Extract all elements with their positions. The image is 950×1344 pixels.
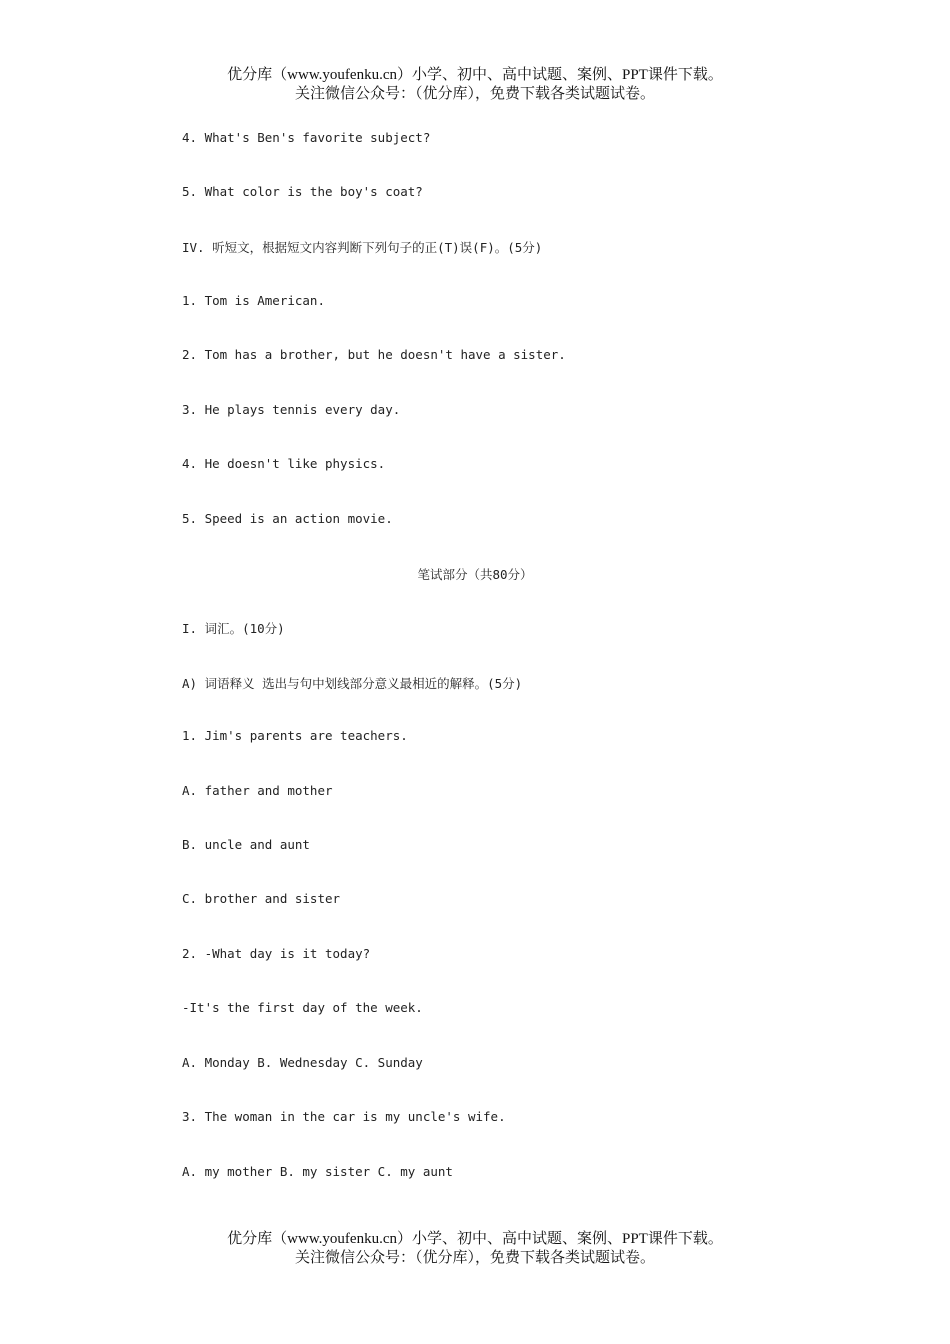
q1-option-a: A. father and mother: [182, 783, 333, 798]
statement-4: 4. He doesn't like physics.: [182, 456, 386, 471]
page-header: [0, 66, 950, 104]
vocab-question-1: 1. Jim's parents are teachers.: [182, 728, 408, 743]
statement-5: 5. Speed is an action movie.: [182, 511, 393, 526]
vocab-question-2-response: -It's the first day of the week.: [182, 1000, 423, 1015]
header-line-1: 优分库（www.youfenku.cn）小学、初中、高中试题、案例、PPT课件下载。: [227, 67, 723, 83]
section-iv-heading: IV. 听短文，根据短文内容判断下列句子的正(T)误(F)。(5分): [182, 240, 543, 255]
q2-options: A. Monday B. Wednesday C. Sunday: [182, 1055, 423, 1070]
page-footer: [0, 1230, 950, 1268]
statement-3: 3. He plays tennis every day.: [182, 402, 401, 417]
part-a-instructions: A) 词语释义 选出与句中划线部分意义最相近的解释。(5分): [182, 676, 523, 691]
q1-option-c: C. brother and sister: [182, 891, 341, 906]
vocab-question-2: 2. -What day is it today?: [182, 946, 371, 961]
written-part-title: 笔试部分（共80分）: [417, 567, 533, 582]
footer-line-2: 关注微信公众号：（优分库），免费下载各类试题试卷。: [294, 1250, 655, 1266]
header-line-2: 关注微信公众号：（优分库），免费下载各类试题试卷。: [294, 86, 655, 102]
question-5: 5. What color is the boy's coat?: [182, 184, 423, 199]
q1-option-b: B. uncle and aunt: [182, 837, 310, 852]
question-4: 4. What's Ben's favorite subject?: [182, 130, 431, 145]
statement-1: 1. Tom is American.: [182, 293, 325, 308]
vocab-question-3: 3. The woman in the car is my uncle's wife.: [182, 1109, 506, 1124]
section-i-heading: I. 词汇。(10分): [182, 621, 285, 636]
footer-line-1: 优分库（www.youfenku.cn）小学、初中、高中试题、案例、PPT课件下载。: [227, 1231, 723, 1247]
q3-options: A. my mother B. my sister C. my aunt: [182, 1164, 453, 1179]
statement-2: 2. Tom has a brother, but he doesn't have a sister.: [182, 347, 566, 362]
